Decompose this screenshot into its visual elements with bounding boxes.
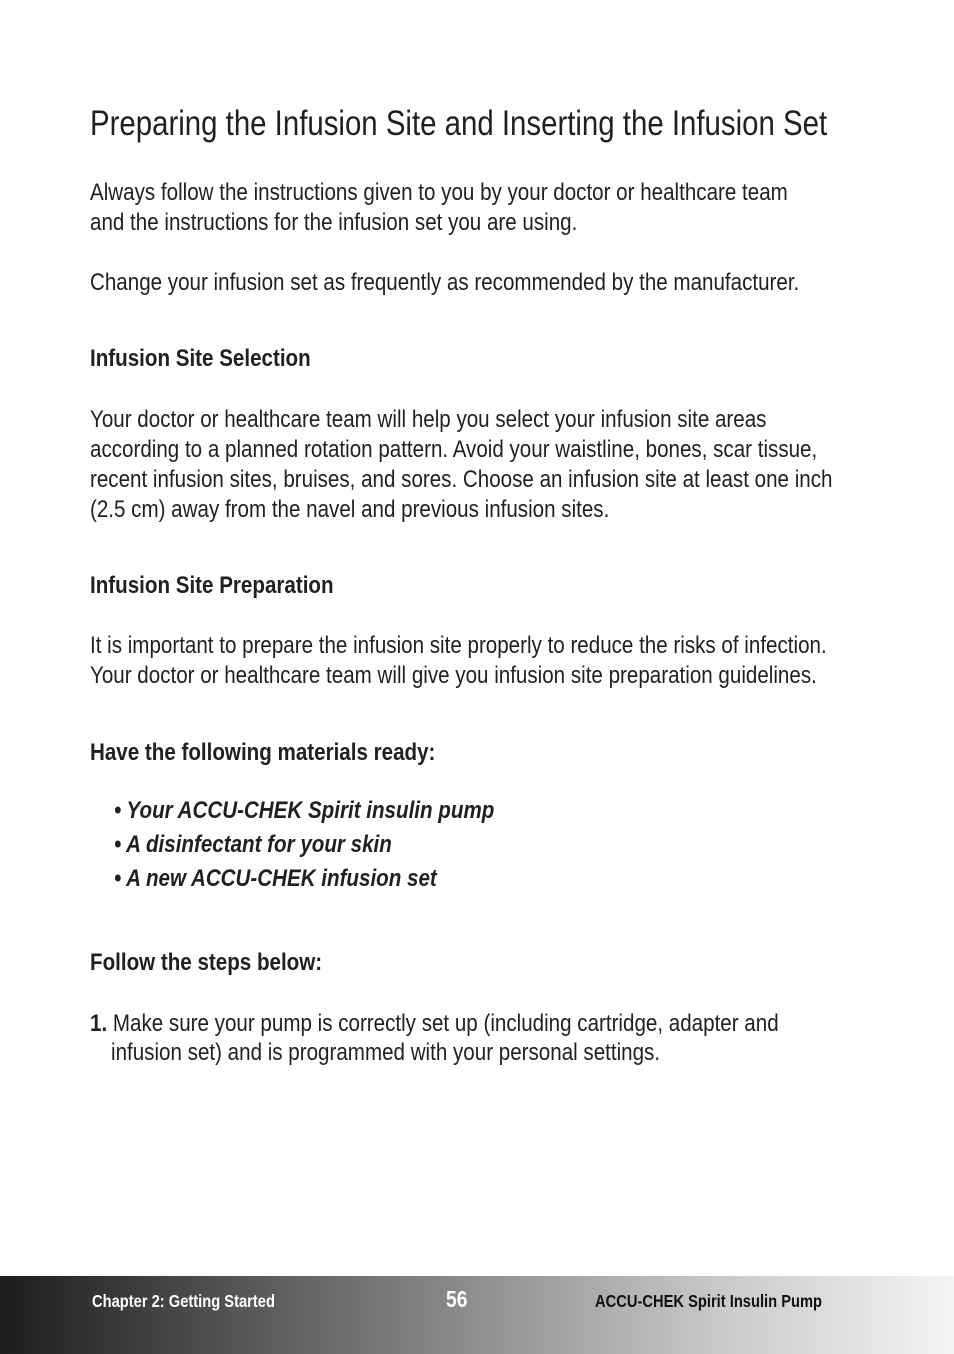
materials-list xyxy=(114,794,494,896)
site-preparation-paragraph xyxy=(90,631,827,691)
site-selection-paragraph xyxy=(90,405,832,525)
change-set-paragraph: Change your infusion set as frequently as recommended by the manufacturer. xyxy=(90,269,800,296)
site-preparation-heading: Infusion Site Preparation xyxy=(90,572,334,599)
footer-chapter-label: Chapter 2: Getting Started xyxy=(92,1291,275,1311)
paragraph-line: Your doctor or healthcare team will help you select your infusion site areas xyxy=(90,406,767,433)
paragraph-line: It is important to prepare the infusion site properly to reduce the risks of infection. xyxy=(90,632,827,659)
footer-product-label: ACCU-CHEK Spirit Insulin Pump xyxy=(595,1291,823,1311)
intro-line: Always follow the instructions given to you by your doctor or healthcare team xyxy=(90,179,788,206)
intro-paragraph xyxy=(90,178,788,238)
intro-line: and the instructions for the infusion set you are using. xyxy=(90,209,578,236)
paragraph-line: recent infusion sites, bruises, and sores. Choose an infusion site at least one inch xyxy=(90,466,833,493)
list-item: • Your ACCU-CHEK Spirit insulin pump xyxy=(114,797,495,824)
step-text: Make sure your pump is correctly set up (including cartridge, adapter and xyxy=(112,1010,779,1037)
page-number: 56 xyxy=(446,1286,468,1312)
materials-heading: Have the following materials ready: xyxy=(90,739,436,766)
list-item: • A disinfectant for your skin xyxy=(114,831,392,858)
list-item: • A new ACCU-CHEK infusion set xyxy=(114,865,437,892)
step-first-line xyxy=(90,1009,779,1038)
page-title: Preparing the Infusion Site and Inserting the Infusion Set xyxy=(90,104,828,143)
paragraph-line: Your doctor or healthcare team will give you infusion site preparation guidelines. xyxy=(90,662,817,689)
step-item xyxy=(90,1009,779,1067)
page-footer xyxy=(0,1276,954,1354)
steps-heading: Follow the steps below: xyxy=(90,949,323,976)
step-text: infusion set) and is programmed with your personal settings. xyxy=(111,1039,661,1066)
paragraph-line: according to a planned rotation pattern. Avoid your waistline, bones, scar tissue, xyxy=(90,436,818,463)
step-number: 1. xyxy=(90,1010,108,1037)
site-selection-heading: Infusion Site Selection xyxy=(90,345,311,372)
paragraph-line: (2.5 cm) away from the navel and previous infusion sites. xyxy=(90,496,610,523)
